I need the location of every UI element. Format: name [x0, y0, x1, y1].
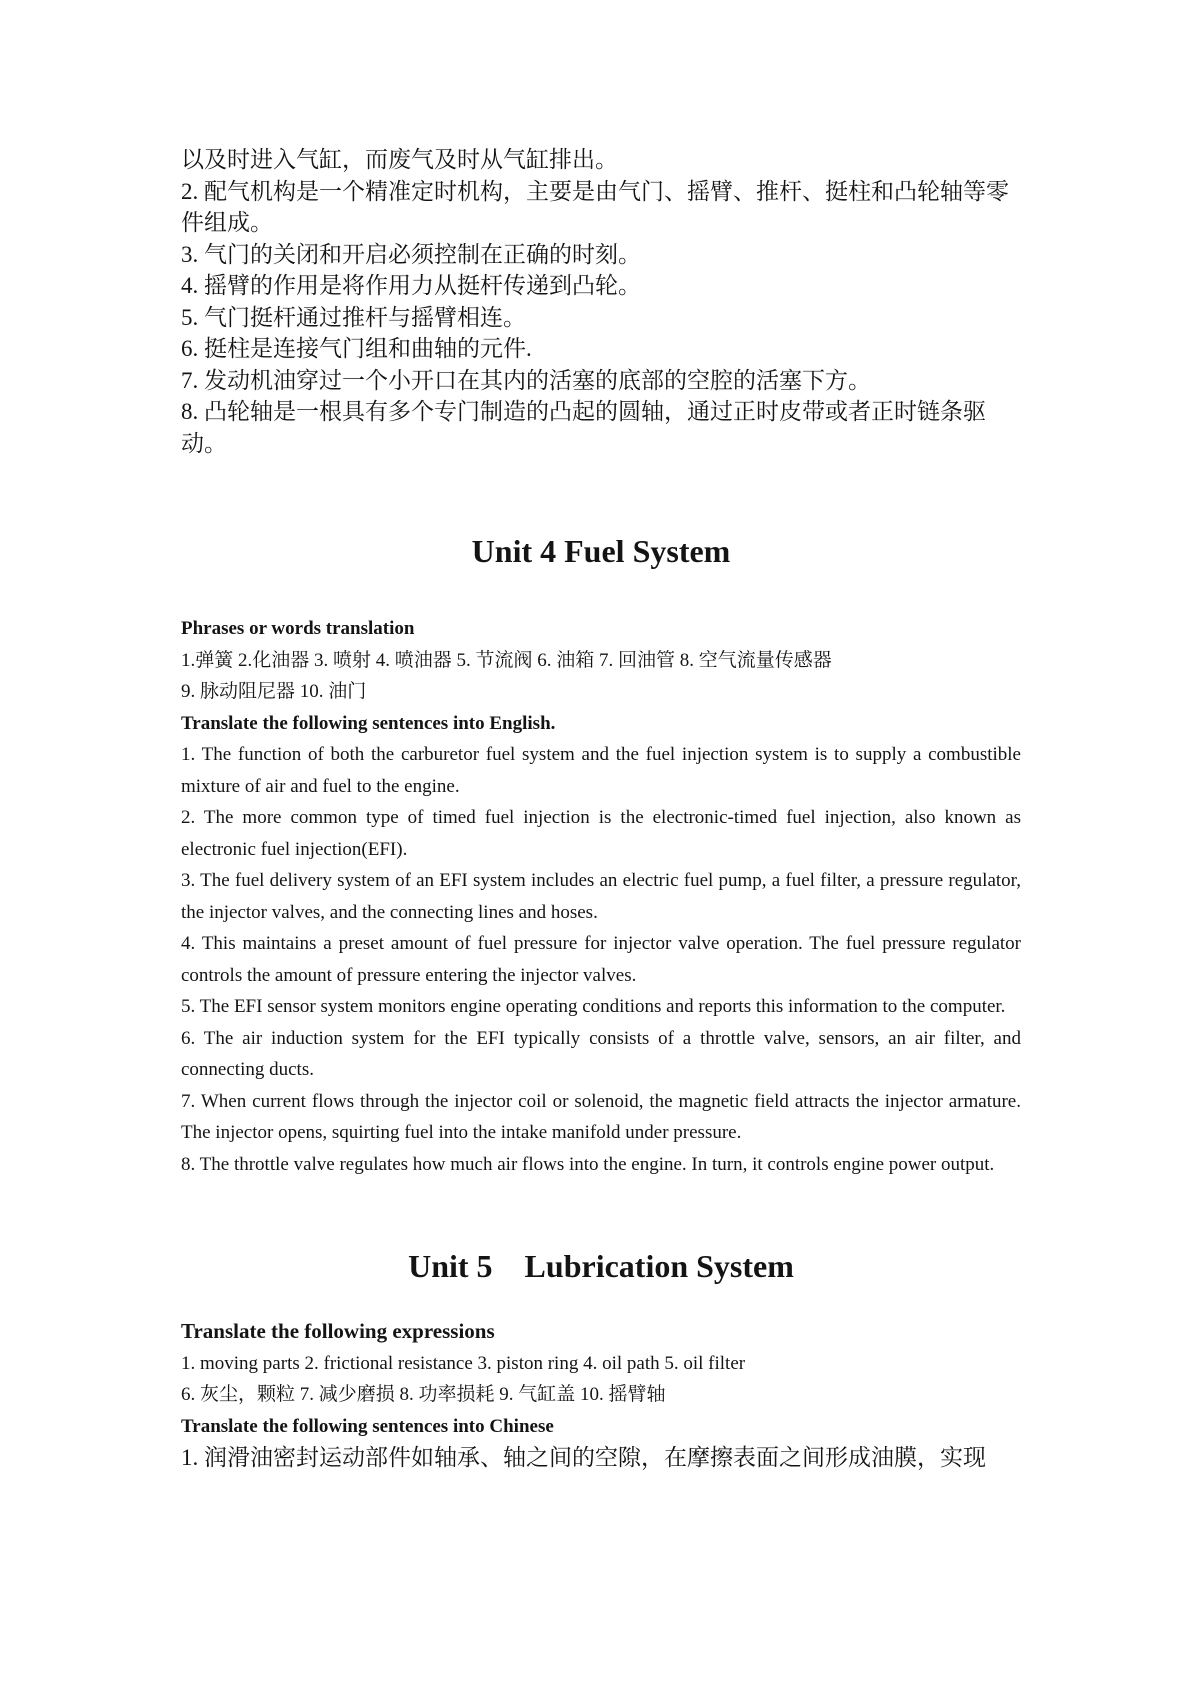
- unit5-expressions-line: 1. moving parts 2. frictional resistance 3. piston ring 4. oil path 5. oil filter: [181, 1352, 746, 1374]
- unit4-phrases-heading: Phrases or words translation: [181, 618, 415, 639]
- answer-line: 2. 配气机构是一个精准定时机构，主要是由气门、摇臂、推杆、挺柱和凸轮轴等零件组成。: [181, 178, 1009, 235]
- unit5-sentence: 1. 润滑油密封运动部件如轴承、轴之间的空隙，在摩擦表面之间形成油膜，实现: [181, 1445, 986, 1470]
- unit4-sentence: 7. When current flows through the injector coil or solenoid, the magnetic field attracts the injector armature. The injector opens, squirting fuel into the intake manifold under pressure.: [181, 1090, 1021, 1143]
- unit4-sentence-list: [181, 739, 1021, 1180]
- unit4-sentence: 2. The more common type of timed fuel injection is the electronic-timed fuel injection, also known as electronic fuel injection(EFI).: [181, 807, 1021, 860]
- unit4-phrases-line: 9. 脉动阻尼器 10. 油门: [181, 681, 367, 702]
- unit5-expressions-heading: Translate the following expressions: [181, 1319, 495, 1343]
- chinese-answer-list: [181, 144, 1021, 459]
- unit5-expressions-line: 6. 灰尘，颗粒 7. 减少磨损 8. 功率损耗 9. 气缸盖 10. 摇臂轴: [181, 1384, 666, 1405]
- answer-line: 6. 挺柱是连接气门组和曲轴的元件.: [181, 336, 532, 361]
- unit4-title: Unit 4 Fuel System: [471, 533, 731, 569]
- answer-line: 4. 摇臂的作用是将作用力从挺杆传递到凸轮。: [181, 273, 641, 298]
- unit4-sentence: 5. The EFI sensor system monitors engine operating conditions and reports this information to the computer.: [181, 996, 1006, 1017]
- unit4-sentence: 3. The fuel delivery system of an EFI system includes an electric fuel pump, a fuel filter, a pressure regulator, the injector valves, and the connecting lines and hoses.: [181, 870, 1021, 923]
- unit4-phrases-line: 1.弹簧 2.化油器 3. 喷射 4. 喷油器 5. 节流阀 6. 油箱 7. 回油管 8. 空气流量传感器: [181, 649, 832, 671]
- unit5-sentences-heading: Translate the following sentences into Chinese: [181, 1415, 554, 1437]
- answer-line: 以及时进入气缸，而废气及时从气缸排出。: [181, 147, 618, 172]
- answer-line: 7. 发动机油穿过一个小开口在其内的活塞的底部的空腔的活塞下方。: [181, 367, 871, 393]
- answer-line: 5. 气门挺杆通过推杆与摇臂相连。: [181, 304, 526, 330]
- document-page: [181, 144, 1021, 1474]
- unit4-sentences-heading: Translate the following sentences into English.: [181, 712, 556, 734]
- unit4-sentence: 8. The throttle valve regulates how much air flows into the engine. In turn, it controls engine power output.: [181, 1153, 995, 1175]
- answer-line: 8. 凸轮轴是一根具有多个专门制造的凸起的圆轴，通过正时皮带或者正时链条驱动。: [181, 399, 986, 456]
- unit4-sentence: 1. The function of both the carburetor fuel system and the fuel injection system is to supply a combustible mixture of air and fuel to the engine.: [181, 744, 1021, 797]
- unit4-sentence: 4. This maintains a preset amount of fuel pressure for injector valve operation. The fuel pressure regulator controls the amount of pressure entering the injector valves.: [181, 933, 1021, 986]
- answer-line: 3. 气门的关闭和开启必须控制在正确的时刻。: [181, 241, 641, 267]
- unit4-sentence: 6. The air induction system for the EFI typically consists of a throttle valve, sensors, an air filter, and connecting ducts.: [181, 1027, 1021, 1080]
- unit5-title: Unit 5 Lubrication System: [408, 1248, 794, 1284]
